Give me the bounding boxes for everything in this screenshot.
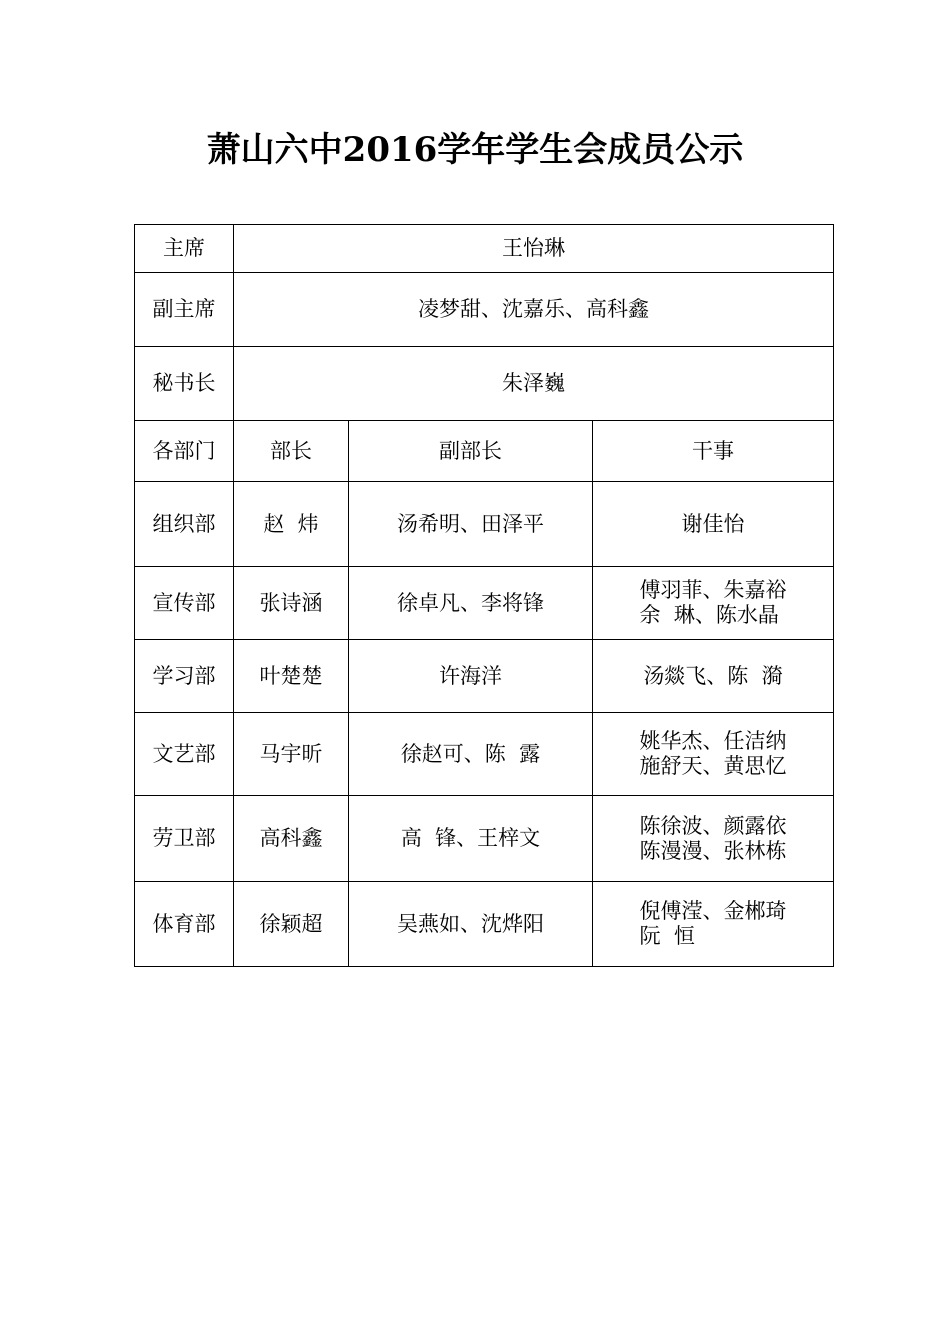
department-row — [135, 640, 834, 713]
staff-line: 阮 恒 — [639, 924, 695, 948]
department-row — [135, 482, 834, 567]
staff-line: 余 琳、陈水晶 — [639, 603, 779, 627]
column-header-deputy: 副部长 — [349, 421, 593, 482]
department-head: 张诗涵 — [234, 567, 349, 640]
leadership-row-secretary-general — [135, 347, 834, 421]
role-label: 副主席 — [135, 273, 234, 347]
role-label: 秘书长 — [135, 347, 234, 421]
department-head: 徐颖超 — [234, 882, 349, 967]
column-header-head: 部长 — [234, 421, 349, 482]
staff-lines — [640, 814, 787, 864]
column-header-department: 各部门 — [135, 421, 234, 482]
department-staff — [593, 482, 834, 567]
role-label: 主席 — [135, 225, 234, 273]
department-name: 宣传部 — [135, 567, 234, 640]
leadership-row-vice-chair — [135, 273, 834, 347]
department-name: 学习部 — [135, 640, 234, 713]
department-name: 组织部 — [135, 482, 234, 567]
department-deputy: 徐赵可、陈 露 — [349, 713, 593, 796]
department-row — [135, 882, 834, 967]
staff-line: 傅羽菲、朱嘉裕 — [639, 578, 787, 602]
department-name: 文艺部 — [135, 713, 234, 796]
department-staff — [593, 796, 834, 882]
leadership-row-chair — [135, 225, 834, 273]
role-names: 凌梦甜、沈嘉乐、高科鑫 — [234, 273, 834, 347]
page-title: 萧山六中2016学年学生会成员公示 — [206, 130, 744, 170]
department-staff — [593, 567, 834, 640]
department-row — [135, 567, 834, 640]
staff-line: 汤燚飞、陈 漪 — [643, 663, 783, 688]
department-head: 马宇昕 — [234, 713, 349, 796]
department-deputy: 许海洋 — [349, 640, 593, 713]
department-name: 体育部 — [135, 882, 234, 967]
staff-lines — [682, 512, 745, 537]
department-deputy: 汤希明、田泽平 — [349, 482, 593, 567]
staff-line: 陈徐波、颜露依 — [639, 813, 787, 838]
staff-line: 陈漫漫、张林栋 — [639, 838, 787, 863]
department-head: 高科鑫 — [234, 796, 349, 882]
staff-line: 姚华杰、任洁纳 — [639, 729, 787, 753]
staff-lines — [640, 729, 787, 779]
department-row — [135, 713, 834, 796]
department-staff — [593, 713, 834, 796]
role-names: 朱泽巍 — [234, 347, 834, 421]
column-header-staff: 干事 — [593, 421, 834, 482]
staff-line: 谢佳怡 — [681, 511, 745, 536]
department-header-row — [135, 421, 834, 482]
staff-line: 倪傅滢、金郴琦 — [639, 899, 787, 923]
department-staff — [593, 882, 834, 967]
staff-line: 施舒天、黄思忆 — [639, 754, 787, 778]
department-deputy: 吴燕如、沈烨阳 — [349, 882, 593, 967]
department-row — [135, 796, 834, 882]
staff-lines — [643, 664, 782, 689]
role-names: 王怡琳 — [234, 225, 834, 273]
department-staff — [593, 640, 834, 713]
student-council-table — [134, 224, 834, 967]
department-head: 赵 炜 — [234, 482, 349, 567]
staff-lines — [640, 899, 787, 949]
department-head: 叶楚楚 — [234, 640, 349, 713]
department-deputy: 徐卓凡、李将锋 — [349, 567, 593, 640]
department-name: 劳卫部 — [135, 796, 234, 882]
department-deputy: 高 锋、王梓文 — [349, 796, 593, 882]
staff-lines — [640, 578, 787, 628]
